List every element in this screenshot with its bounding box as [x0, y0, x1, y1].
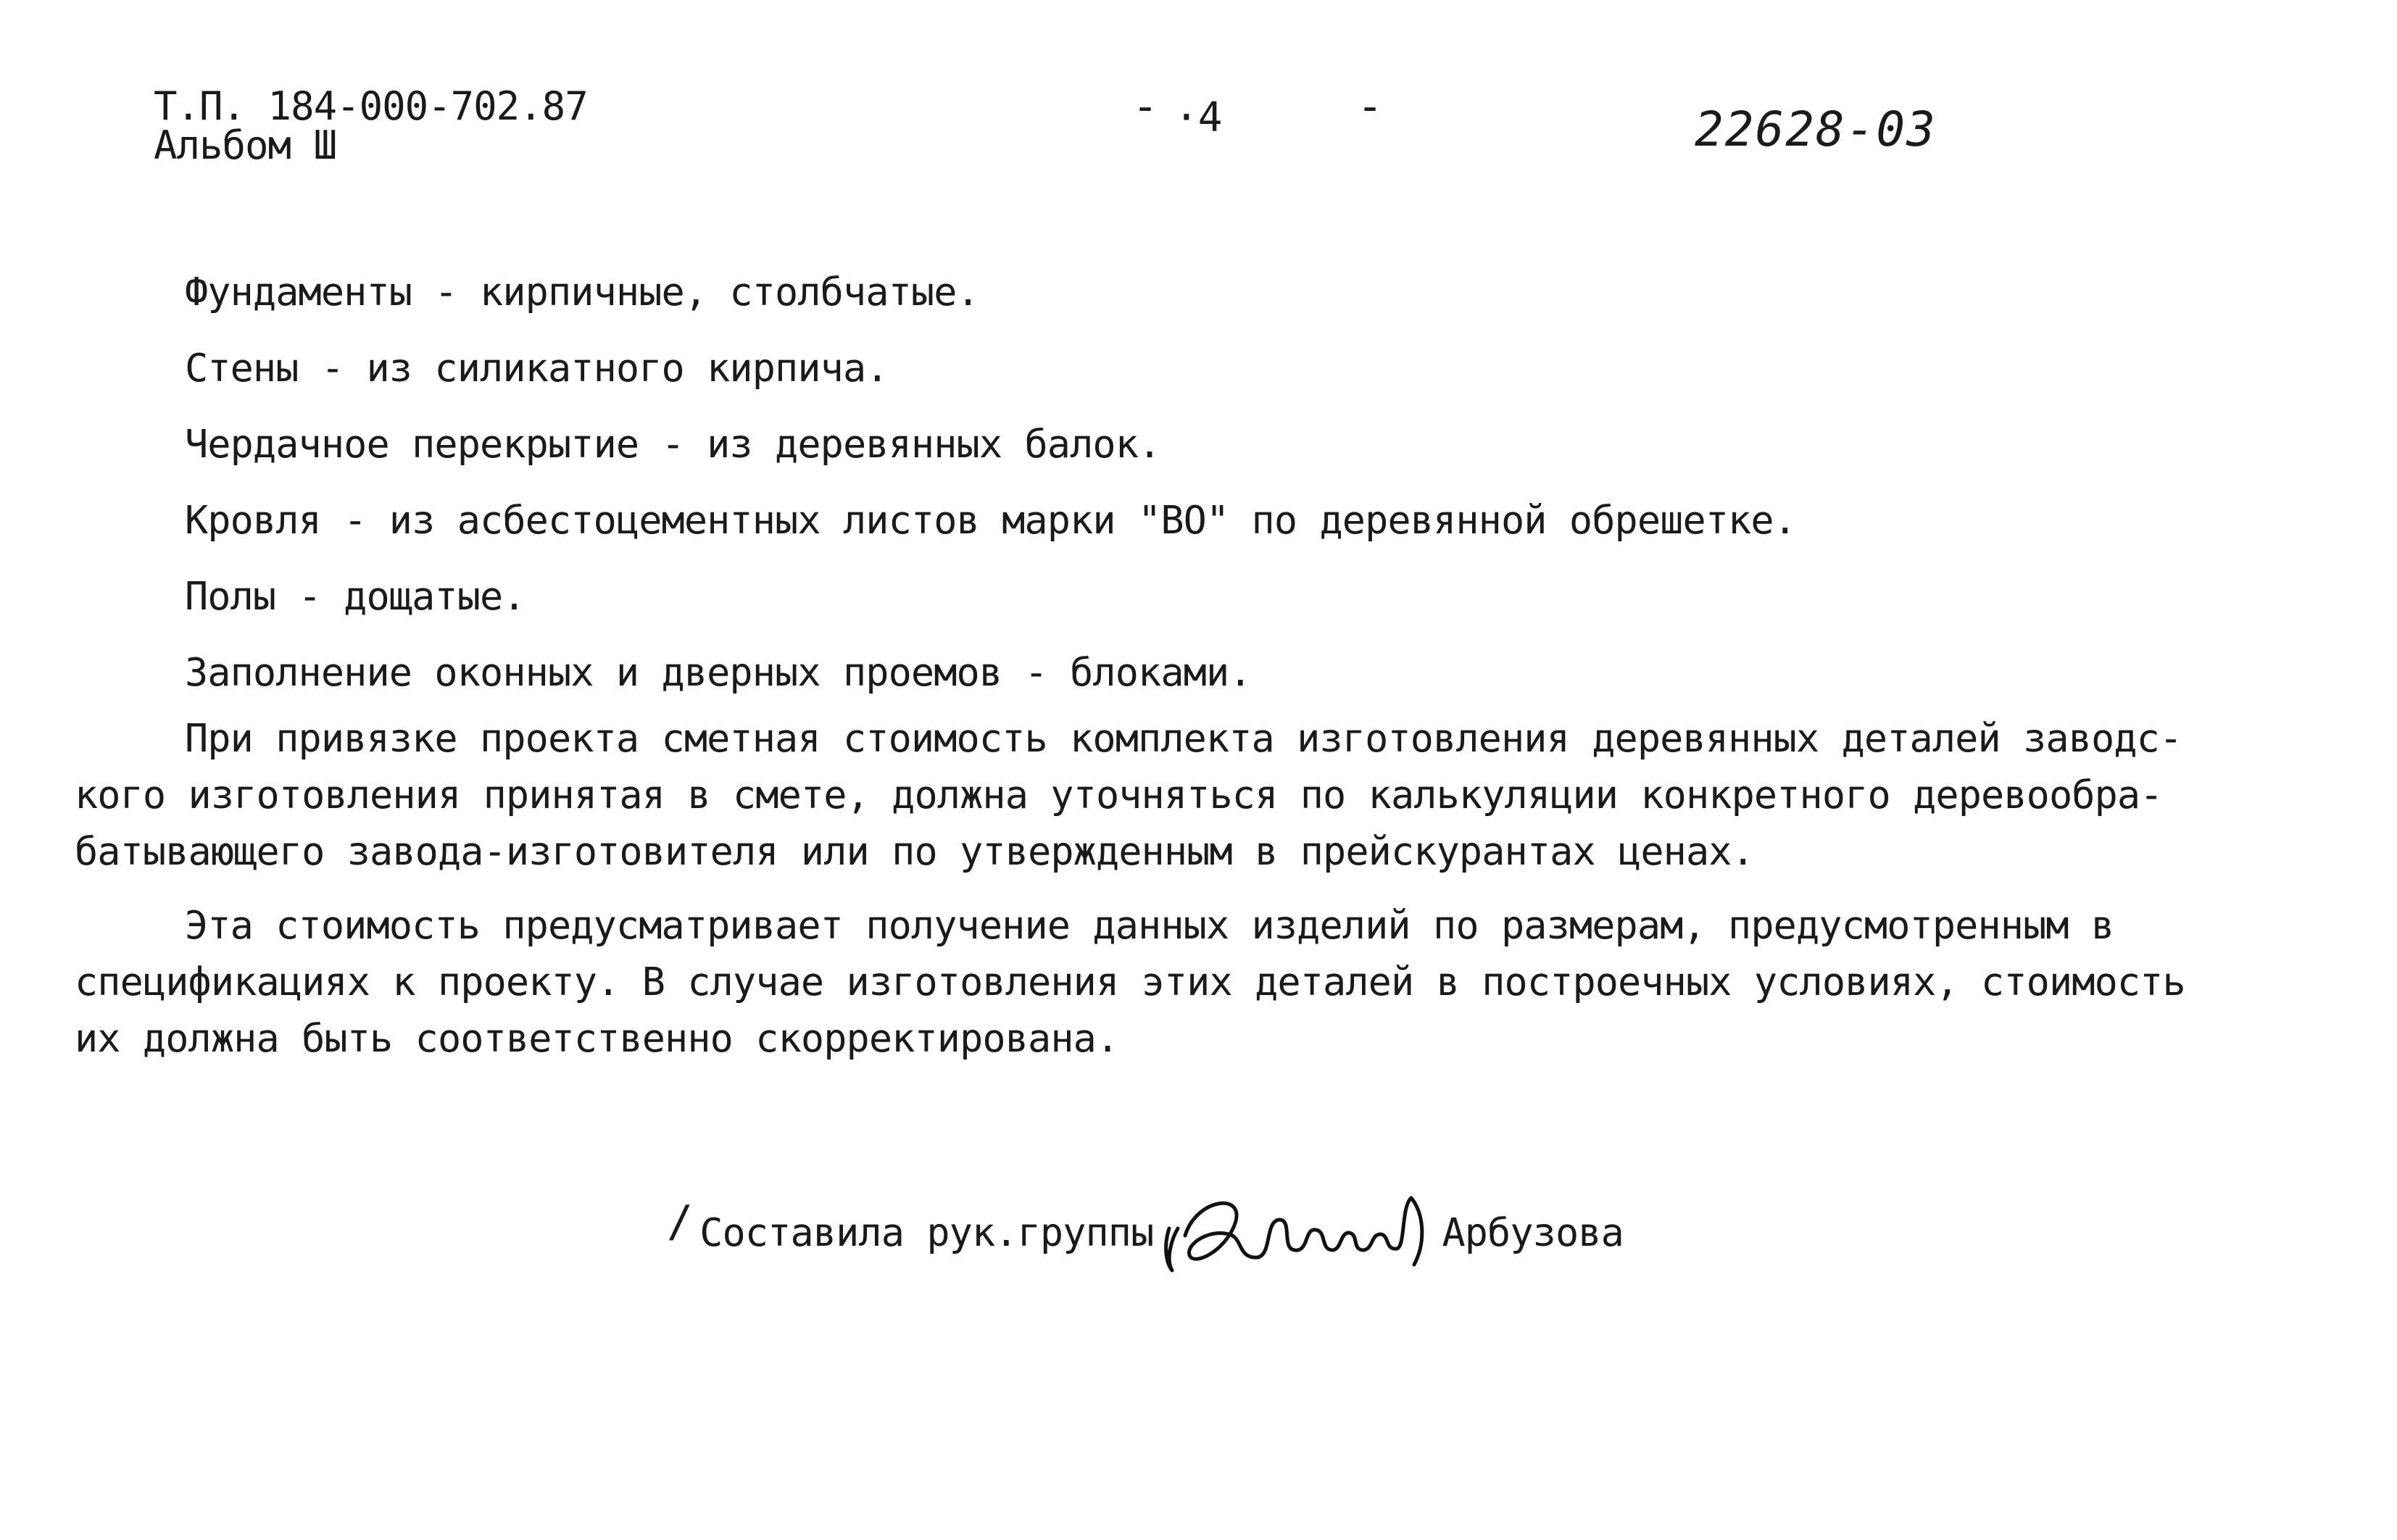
- spec-line-floors: Полы - дощатые.: [185, 573, 525, 619]
- spec-line-foundations: Фундаменты - кирпичные, столбчатые.: [185, 269, 979, 315]
- project-code: Т.П. 184-000-702.87: [154, 83, 588, 129]
- signature-tick: /: [667, 1196, 693, 1247]
- spec-line-openings: Заполнение оконных и дверных проемов - блоками.: [185, 649, 1252, 695]
- signatory-name: Арбузова: [1442, 1209, 1624, 1255]
- paragraph-line: их должна быть соответственно скорректирована.: [75, 1015, 1119, 1061]
- document-body: [75, 254, 2272, 1067]
- paragraph-cost-binding: [75, 710, 2272, 880]
- page-dash-left: -: [1132, 81, 1158, 132]
- paragraph-line: батывающего завода-изготовителя или по утвержденным в прейскурантах ценах.: [75, 828, 1754, 874]
- album-label: Альбом Ш: [154, 122, 337, 168]
- spec-line-roofing: Кровля - из асбестоцементных листов марки "ВО" по деревянной обрешетке.: [185, 497, 1796, 543]
- paragraph-line: спецификациях к проекту. В случае изготовления этих деталей в построечных условиях, стоимость: [75, 959, 2185, 1004]
- document-number: 22628-03: [1695, 101, 1937, 157]
- handwritten-signature: [1156, 1178, 1439, 1286]
- spec-line-walls: Стены - из силикатного кирпича.: [185, 345, 889, 391]
- signature-label: Составила рук.группы: [699, 1209, 1154, 1255]
- page-number: ·4: [1174, 94, 1222, 141]
- signature-block: [667, 1189, 1624, 1275]
- paragraph-line: кого изготовления принятая в смете, должна уточняться по калькуляции конкретного деревообра-: [75, 772, 2163, 817]
- page-dash-right: -: [1357, 81, 1383, 132]
- paragraph-line: При привязке проекта сметная стоимость комплекта изготовления деревянных деталей заводс-: [185, 715, 2182, 761]
- paragraph-cost-scope: [75, 897, 2272, 1067]
- spec-line-attic-floor: Чердачное перекрытие - из деревянных балок.: [185, 421, 1161, 467]
- paragraph-line: Эта стоимость предусматривает получение данных изделий по размерам, предусмотренным в: [185, 902, 2114, 948]
